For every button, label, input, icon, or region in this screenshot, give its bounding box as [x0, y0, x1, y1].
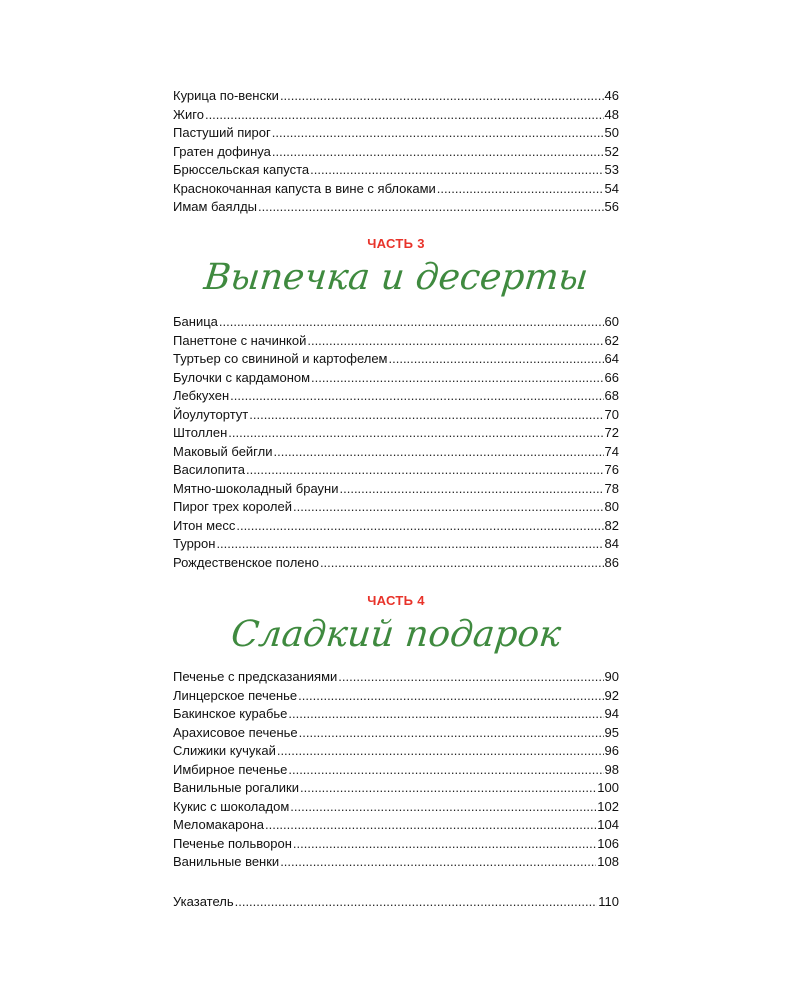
part-label: ЧАСТЬ 3 [367, 236, 425, 251]
toc-entry[interactable] [173, 517, 619, 536]
entry-title: Брюссельская капуста [173, 162, 310, 177]
toc-entry[interactable] [173, 668, 619, 687]
entry-title: Линцерское печенье [173, 687, 298, 703]
dot-leader [274, 443, 604, 462]
entry-page: 82 [604, 517, 619, 533]
entry-page: 100 [597, 780, 619, 795]
entry-title: Жиго [173, 106, 204, 122]
entry-title: Булочки с кардамоном [173, 369, 311, 385]
dot-leader [288, 761, 603, 780]
entry-page: 76 [604, 462, 619, 477]
entry-title: Туррон [173, 536, 216, 551]
dot-leader [298, 687, 603, 706]
dot-leader [235, 893, 598, 912]
entry-title: Итон месс [173, 517, 236, 533]
dot-leader [272, 143, 604, 162]
entry-page: 52 [604, 143, 619, 159]
dot-leader [219, 313, 604, 332]
toc-section-part-3 [173, 313, 619, 572]
entry-page: 108 [597, 854, 619, 869]
entry-page: 106 [597, 835, 619, 851]
entry-page: 68 [604, 388, 619, 403]
dot-leader [228, 424, 603, 443]
entry-page: 60 [604, 314, 619, 329]
toc-entry[interactable] [173, 124, 619, 143]
toc-entry[interactable] [173, 106, 619, 125]
dot-leader [320, 554, 604, 573]
dot-leader [310, 161, 603, 180]
toc-section-index [173, 893, 619, 912]
entry-title: Пирог трех королей [173, 499, 292, 514]
entry-page: 46 [604, 88, 619, 103]
entry-page: 70 [604, 406, 619, 422]
entry-title: Печенье польворон [173, 835, 292, 851]
dot-leader [437, 180, 604, 199]
toc-entry[interactable] [173, 687, 619, 706]
toc-entry[interactable] [173, 350, 619, 369]
dot-leader [216, 535, 603, 554]
entry-page: 96 [604, 743, 619, 758]
toc-entry[interactable] [173, 480, 619, 499]
entry-title: Печенье с предсказаниями [173, 669, 338, 684]
dot-leader [246, 461, 604, 480]
entry-page: 92 [604, 687, 619, 703]
dot-leader [272, 124, 604, 143]
toc-entry[interactable] [173, 853, 619, 872]
dot-leader [236, 517, 603, 536]
dot-leader [230, 387, 603, 406]
dot-leader [300, 779, 596, 798]
entry-page: 98 [604, 761, 619, 777]
entry-title: Йоулутортут [173, 406, 249, 422]
dot-leader [265, 816, 596, 835]
toc-entry[interactable] [173, 779, 619, 798]
toc-entry[interactable] [173, 893, 619, 912]
toc-entry[interactable] [173, 313, 619, 332]
entry-page: 50 [604, 125, 619, 140]
dot-leader [311, 369, 603, 388]
toc-section-part-4 [173, 668, 619, 872]
entry-page: 62 [604, 332, 619, 348]
dot-leader [340, 480, 604, 499]
entry-title: Гратен дофинуа [173, 143, 271, 159]
dot-leader [389, 350, 604, 369]
entry-page: 104 [597, 817, 619, 832]
part-title: Выпечка и десерты [201, 257, 591, 298]
toc-entry[interactable] [173, 554, 619, 573]
toc-entry[interactable] [173, 180, 619, 199]
toc-entry[interactable] [173, 387, 619, 406]
toc-entry[interactable] [173, 143, 619, 162]
entry-page: 56 [604, 199, 619, 214]
toc-entry[interactable] [173, 742, 619, 761]
toc-section-previous [173, 87, 619, 217]
dot-leader [288, 705, 603, 724]
entry-title: Панеттоне с начинкой [173, 332, 307, 348]
dot-leader [293, 835, 596, 854]
entry-title: Имбирное печенье [173, 761, 288, 777]
part-title: Сладкий подарок [229, 614, 563, 655]
entry-page: 80 [604, 499, 619, 514]
entry-title: Баница [173, 314, 218, 329]
entry-page: 90 [604, 669, 619, 684]
entry-title: Краснокочанная капуста в вине с яблоками [173, 180, 436, 196]
entry-title: Маковый бейгли [173, 443, 273, 459]
entry-title: Слижики кучукай [173, 743, 276, 758]
dot-leader [290, 798, 596, 817]
toc-entry[interactable] [173, 761, 619, 780]
entry-page: 54 [604, 180, 619, 196]
dot-leader [277, 742, 604, 761]
toc-entry[interactable] [173, 332, 619, 351]
toc-entry[interactable] [173, 498, 619, 517]
toc-entry[interactable] [173, 161, 619, 180]
entry-title: Пастуший пирог [173, 125, 271, 140]
entry-title: Бакинское курабье [173, 706, 288, 721]
entry-page: 74 [604, 443, 619, 459]
entry-title: Указатель [173, 894, 234, 909]
toc-entry[interactable] [173, 424, 619, 443]
dot-leader [280, 87, 604, 106]
entry-page: 53 [604, 162, 619, 177]
toc-entry[interactable] [173, 798, 619, 817]
entry-title: Туртьер со свининой и картофелем [173, 351, 388, 366]
entry-title: Кукис с шоколадом [173, 798, 290, 814]
toc-entry[interactable] [173, 369, 619, 388]
dot-leader [307, 332, 603, 351]
toc-entry[interactable] [173, 87, 619, 106]
toc-entry[interactable] [173, 835, 619, 854]
entry-title: Ванильные рогалики [173, 780, 300, 795]
entry-page: 48 [604, 106, 619, 122]
toc-entry[interactable] [173, 705, 619, 724]
entry-page: 86 [604, 554, 619, 570]
entry-title: Мятно-шоколадный брауни [173, 480, 339, 496]
entry-title: Лебкухен [173, 388, 230, 403]
entry-page: 66 [604, 369, 619, 385]
dot-leader [338, 668, 603, 687]
toc-entry[interactable] [173, 198, 619, 217]
toc-entry[interactable] [173, 724, 619, 743]
dot-leader [280, 853, 596, 872]
dot-leader [293, 498, 604, 517]
entry-title: Арахисовое печенье [173, 724, 298, 740]
entry-title: Ванильные венки [173, 854, 280, 869]
part-label: ЧАСТЬ 4 [367, 593, 425, 608]
entry-page: 95 [604, 724, 619, 740]
toc-entry[interactable] [173, 535, 619, 554]
entry-page: 102 [597, 798, 619, 814]
dot-leader [205, 106, 604, 125]
entry-page: 110 [598, 894, 619, 909]
dot-leader [249, 406, 603, 425]
entry-page: 78 [604, 480, 619, 496]
entry-title: Имам баялды [173, 199, 257, 214]
toc-entry[interactable] [173, 461, 619, 480]
toc-entry[interactable] [173, 816, 619, 835]
entry-title: Штоллен [173, 425, 228, 440]
entry-page: 84 [604, 536, 619, 551]
entry-page: 94 [604, 706, 619, 721]
entry-title: Курица по-венски [173, 88, 279, 103]
entry-page: 72 [604, 425, 619, 440]
entry-title: Василопита [173, 462, 245, 477]
entry-page: 64 [604, 351, 619, 366]
entry-title: Меломакарона [173, 817, 264, 832]
dot-leader [299, 724, 604, 743]
toc-entry[interactable] [173, 406, 619, 425]
dot-leader [258, 198, 604, 217]
entry-title: Рождественское полено [173, 554, 319, 570]
toc-entry[interactable] [173, 443, 619, 462]
